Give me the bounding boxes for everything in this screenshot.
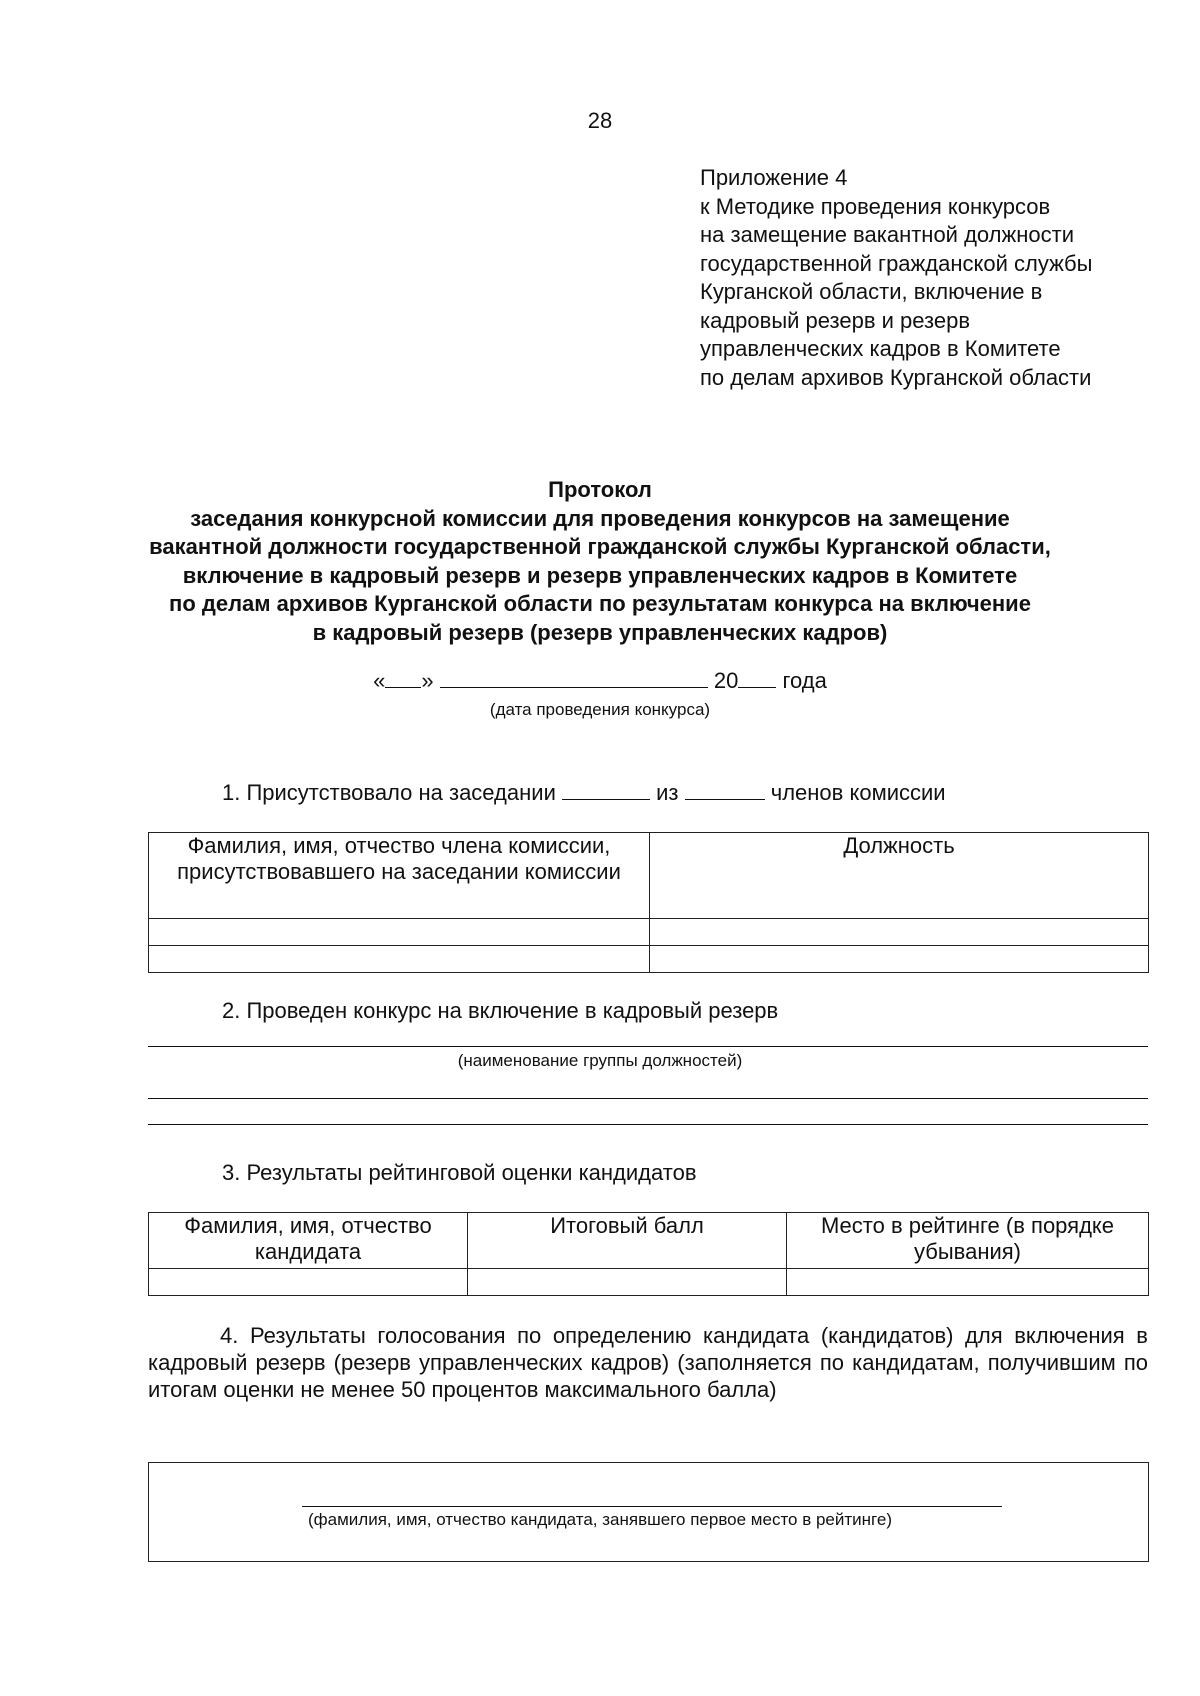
date-caption: (дата проведения конкурса): [489, 700, 711, 719]
total-score-header: Итоговый балл: [468, 1213, 787, 1269]
table-cell[interactable]: [787, 1269, 1149, 1296]
title-heading: Протокол: [548, 477, 652, 502]
candidate-name-header: Фамилия, имя, отчество кандидата: [149, 1213, 468, 1269]
member-name-header: Фамилия, имя, отчество члена комиссии, присутствовавшего на заседании комиссии: [149, 833, 650, 919]
day-blank[interactable]: [385, 669, 421, 688]
appendix-line: управленческих кадров в Комитете: [700, 336, 1061, 361]
commission-members-table: [148, 832, 1149, 973]
appendix-line: по делам архивов Курганской области: [700, 364, 1092, 390]
title-line: по делам архивов Курганской области по результатам конкурса на включение: [169, 591, 1031, 616]
table-header-row: [149, 1213, 1149, 1269]
title-line: включение в кадровый резерв и резерв управленческих кадров в Комитете: [182, 562, 1018, 588]
table-cell[interactable]: [650, 919, 1149, 946]
table-cell[interactable]: [468, 1269, 787, 1296]
year-prefix: 20: [713, 668, 739, 693]
rating-place-header: Место в рейтинге (в порядке убывания): [787, 1213, 1149, 1269]
section-1-text: [222, 780, 946, 806]
group-name-line[interactable]: [148, 1046, 1148, 1047]
section-2-text: 2. Проведен конкурс на включение в кадровый резерв: [222, 998, 779, 1023]
table-row: [149, 919, 1149, 946]
year-suffix: года: [782, 668, 827, 693]
date-line: [0, 668, 1200, 694]
table-cell[interactable]: [149, 946, 650, 973]
table-row: [149, 946, 1149, 973]
document-title: [0, 476, 1200, 647]
title-line: вакантной должности государственной гражданской службы Курганской области,: [149, 534, 1051, 559]
table-cell[interactable]: [149, 919, 650, 946]
appendix-line: кадровый резерв и резерв: [700, 307, 971, 333]
section-4-text: 4. Результаты голосования по определению кандидата (кандидатов) для включения в кадровый резерв (резерв управленческих кадров) (заполняется по кандидатам, получившим по итогам оценки не менее 50 процентов максимального балла): [148, 1323, 1148, 1402]
appendix-reference: [700, 164, 1092, 392]
group-name-line-2[interactable]: [148, 1098, 1148, 1099]
section-1-suffix: членов комиссии: [770, 780, 946, 805]
appendix-line: Курганской области, включение в: [700, 279, 1043, 304]
table-cell[interactable]: [149, 1269, 468, 1296]
title-line: заседания конкурсной комиссии для проведения конкурсов на замещение: [190, 505, 1010, 531]
rating-results-table: [148, 1212, 1149, 1296]
page-number: 28: [587, 108, 613, 133]
table-row: [149, 1269, 1149, 1296]
section-3-text: 3. Результаты рейтинговой оценки кандидатов: [222, 1160, 697, 1185]
position-header: Должность: [650, 833, 1149, 919]
section-1-prefix: 1. Присутствовало на заседании: [222, 780, 556, 805]
group-name-caption: (наименование группы должностей): [457, 1051, 743, 1070]
year-blank[interactable]: [738, 669, 776, 688]
title-line: в кадровый резерв (резерв управленческих кадров): [312, 619, 888, 645]
total-count-blank[interactable]: [685, 781, 765, 800]
date-close-quote: »: [421, 668, 434, 693]
table-header-row: [149, 833, 1149, 919]
appendix-line: Приложение 4: [700, 165, 848, 190]
month-blank[interactable]: [440, 669, 708, 688]
appendix-line: к Методике проведения конкурсов: [700, 193, 1051, 219]
appendix-line: государственной гражданской службы: [700, 250, 1093, 276]
present-count-blank[interactable]: [562, 781, 650, 800]
candidate-name-line[interactable]: [302, 1506, 1002, 1507]
date-open-quote: «: [373, 668, 386, 693]
appendix-line: на замещение вакантной должности: [700, 222, 1074, 247]
candidate-name-caption: (фамилия, имя, отчество кандидата, занявшего первое место в рейтинге): [308, 1510, 892, 1529]
group-name-line-3[interactable]: [148, 1124, 1148, 1125]
section-1-middle: из: [656, 780, 679, 805]
table-cell[interactable]: [650, 946, 1149, 973]
